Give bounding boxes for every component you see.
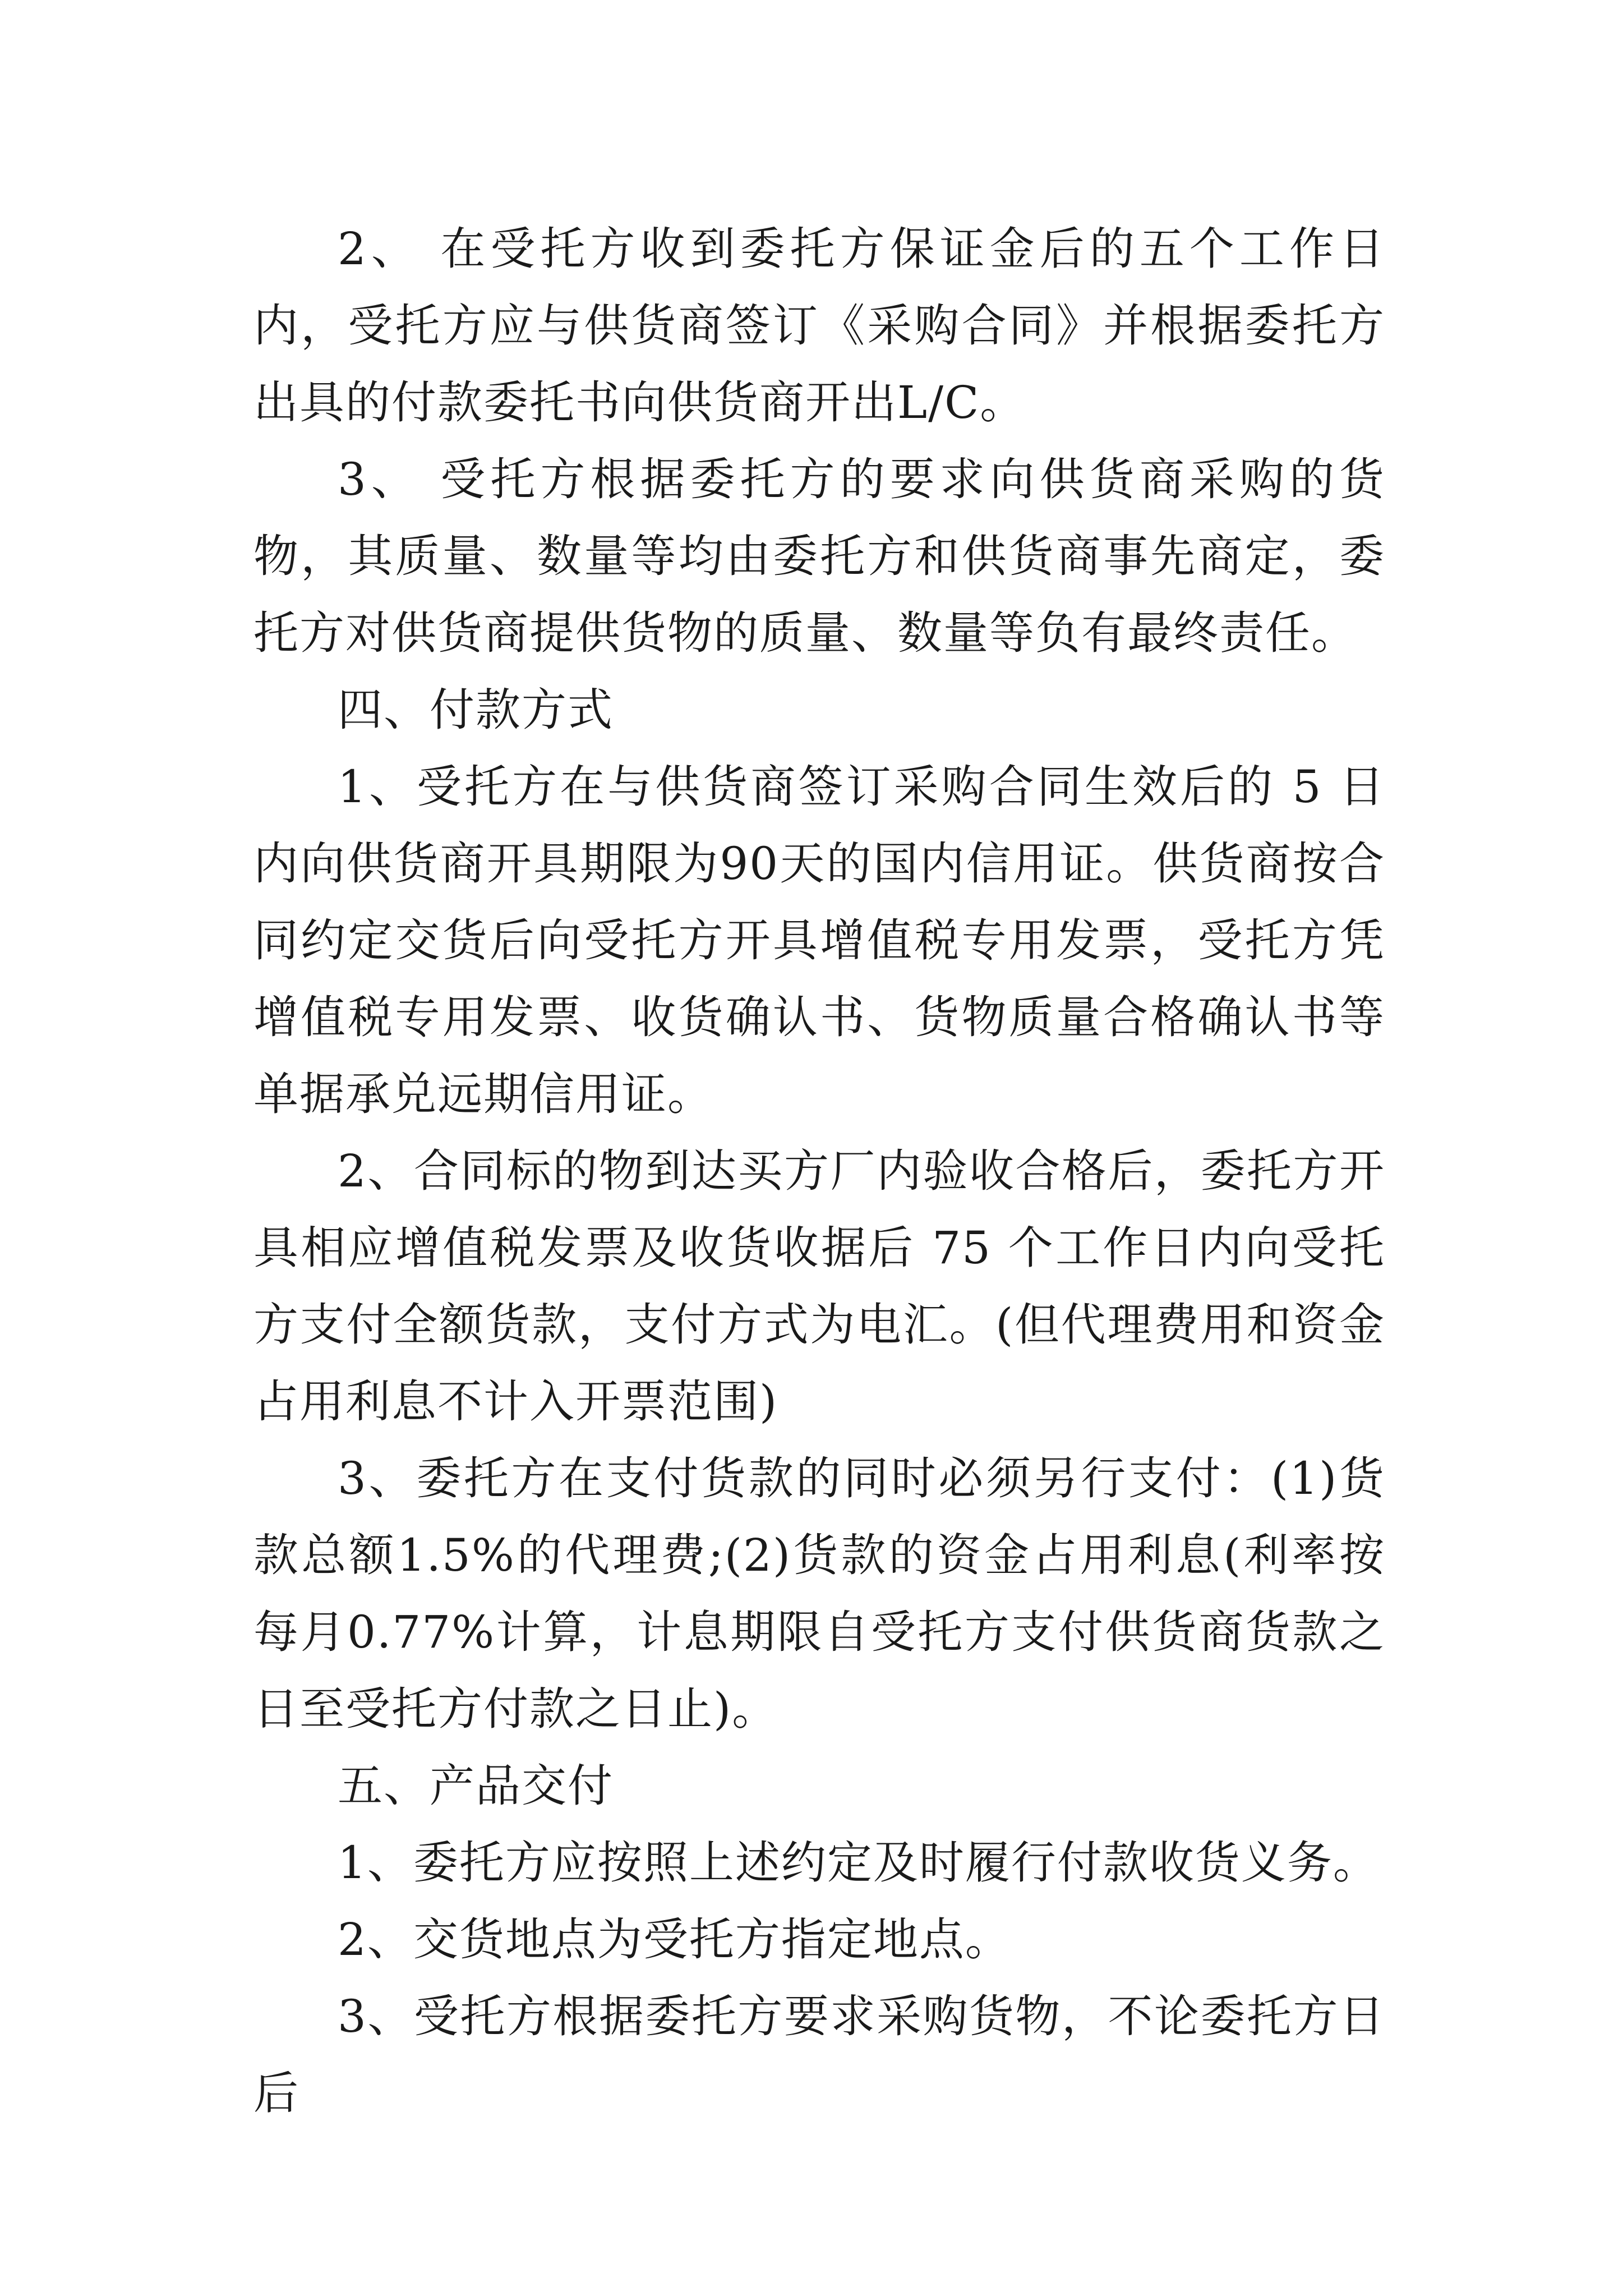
paragraph-payment-3-agency-fee-interest: 3、委托方在支付货款的同时必须另行支付：(1)货款总额1.5%的代理费;(2)货款的资金占用利息(利率按每月0.77%计算，计息期限自受托方支付供货商货款之日至受托方付款之日止)。: [253, 1452, 1385, 1735]
paragraph-clause-2-deposit-lc: 2、 在受托方收到委托方保证金后的五个工作日内，受托方应与供货商签订《采购合同》并根据委托方出具的付款委托书向供货商开出L/C。: [253, 223, 1385, 429]
paragraph-payment-2-full-payment: 2、合同标的物到达买方厂内验收合格后，委托方开具相应增值税发票及收货收据后 75 个工作日内向受托方支付全额货款，支付方式为电汇。(但代理费用和资金占用利息不计入开票范围): [253, 1145, 1385, 1428]
paragraph-delivery-1-obligation: 1、委托方应按照上述约定及时履行付款收货义务。: [338, 1837, 1379, 1889]
paragraph-delivery-3-procurement: 3、受托方根据委托方要求采购货物，不论委托方日后: [253, 1990, 1385, 2119]
paragraph-clause-3-goods-quality: 3、 受托方根据委托方的要求向供货商采购的货物，其质量、数量等均由委托方和供货商事先商定，委托方对供货商提供货物的质量、数量等负有最终责任。: [253, 453, 1385, 659]
paragraph-delivery-2-location: 2、交货地点为受托方指定地点。: [338, 1913, 1011, 1966]
paragraph-payment-1-letter-of-credit: 1、受托方在与供货商签订采购合同生效后的 5 日内向供货商开具期限为90天的国内信用证。供货商按合同约定交货后向受托方开具增值税专用发票，受托方凭增值税专用发票、收货确认书、货物质量合格确认书等单据承兑远期信用证。: [253, 761, 1385, 1120]
document-body: [253, 210, 1385, 2132]
section-heading-payment-method: 四、付款方式: [338, 684, 614, 736]
section-heading-product-delivery: 五、产品交付: [338, 1760, 614, 1812]
